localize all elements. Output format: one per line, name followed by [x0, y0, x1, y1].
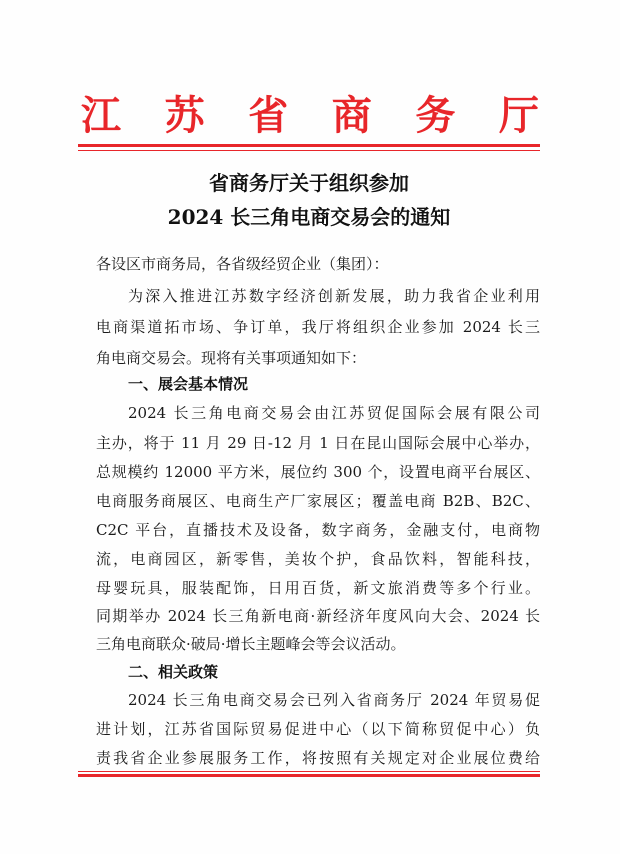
body-line: 主办，将于 11 月 29 日-12 月 1 日在昆山国际会展中心举办，	[96, 434, 540, 452]
body-line: 电商渠道拓市场、争订单，我厅将组织企业参加 2024 长三	[96, 318, 540, 336]
letterhead-char: 厅	[498, 92, 539, 139]
body-line: 2024 长三角电商交易会已列入省商务厅 2024 年贸易促	[128, 691, 540, 709]
section-heading-1: 一、展会基本情况	[128, 375, 249, 393]
letterhead-char: 省	[248, 92, 289, 139]
body-line: 电商服务商展区、电商生产厂家展区；覆盖电商 B2B、B2C、	[96, 492, 540, 510]
body-line: 2024 长三角电商交易会由江苏贸促国际会展有限公司	[128, 404, 540, 422]
body-line: C2C 平台，直播技术及设备，数字商务，金融支付，电商物	[96, 521, 540, 539]
letterhead-char: 苏	[164, 92, 205, 139]
body-line: 母婴玩具，服装配饰，日用百货，新文旅消费等多个行业。	[96, 579, 540, 597]
footer-rule-bottom	[78, 774, 540, 777]
notice-title-line1: 省商务厅关于组织参加	[209, 171, 409, 195]
body-line: 同期举办 2024 长三角新电商·新经济年度风向大会、2024 长	[96, 607, 540, 625]
body-line: 角电商交易会。现将有关事项通知如下：	[96, 349, 367, 367]
letterhead-char: 务	[415, 92, 456, 139]
letterhead-rule-bottom	[78, 150, 540, 151]
footer-rule-top	[78, 771, 540, 772]
salutation: 各设区市商务局，各省级经贸企业（集团）：	[96, 255, 389, 273]
notice-title-line2: 2024 长三角电商交易会的通知	[167, 205, 451, 229]
body-line: 总规模约 12000 平方米，展位约 300 个，设置电商平台展区、	[96, 463, 540, 481]
body-line: 进计划，江苏省国际贸易促进中心（以下简称贸促中心）负	[96, 720, 540, 738]
letterhead-rule-top	[78, 144, 540, 147]
letterhead-title	[75, 88, 545, 144]
section-heading-2: 二、相关政策	[128, 663, 219, 681]
letterhead-char: 商	[331, 92, 372, 139]
body-line: 流，电商园区，新零售，美妆个护，食品饮料，智能科技，	[96, 550, 540, 568]
body-line: 三角电商联众·破局·增长主题峰会等会议活动。	[96, 635, 406, 653]
letterhead-char: 江	[81, 92, 121, 139]
body-line: 为深入推进江苏数字经济创新发展，助力我省企业利用	[128, 287, 540, 305]
body-line: 责我省企业参展服务工作，将按照有关规定对企业展位费给	[96, 749, 540, 767]
